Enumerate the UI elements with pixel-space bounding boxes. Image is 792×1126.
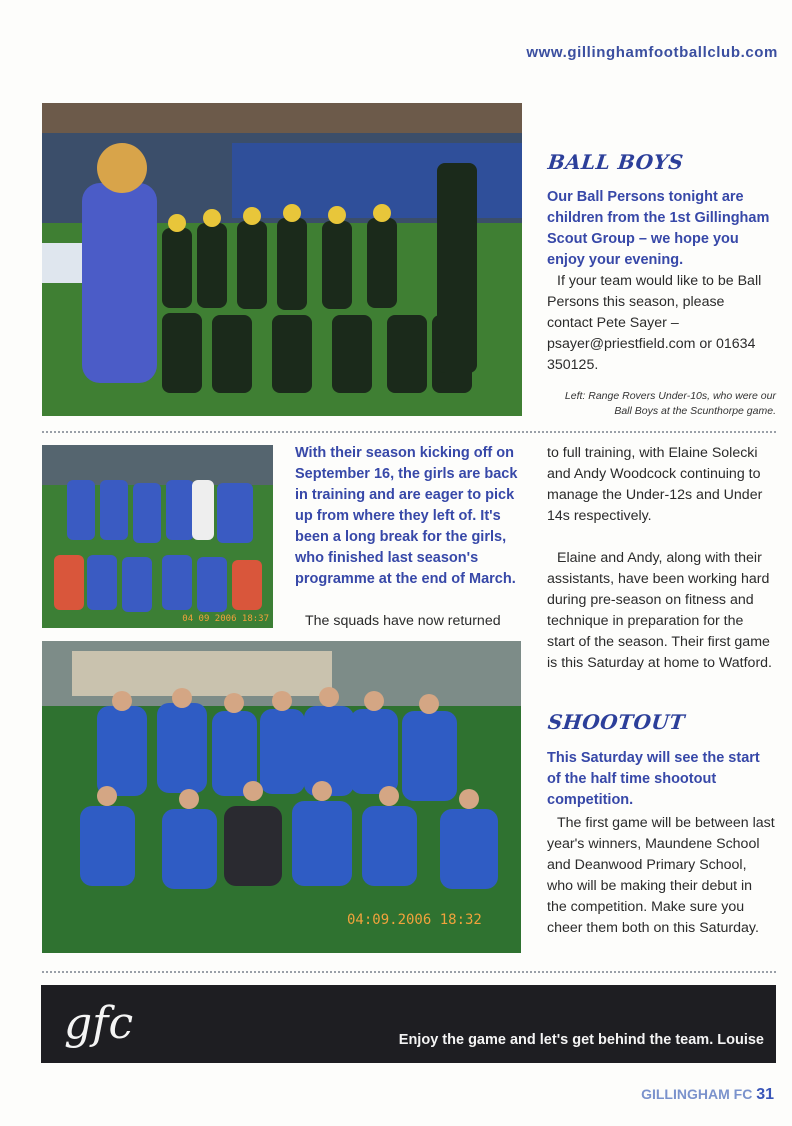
girls-body-2: Elaine and Andy, along with their assistants, have been working hard during pre-season on fitness and technique in preparation for the start of the season. Their first game is this Saturday at home to Watford. [547, 550, 772, 671]
club-name: GILLINGHAM FC [641, 1086, 753, 1102]
section-divider [42, 431, 776, 433]
girls-photo-small [42, 445, 273, 628]
photo-timestamp: 04 09 2006 18:37 [182, 614, 269, 624]
club-logo: gfc [64, 998, 134, 1049]
footer-message: Enjoy the game and let's get behind the team. Louise [398, 1032, 764, 1048]
ball-boys-lead: Our Ball Persons tonight are children from the 1st Gillingham Scout Group – we hope you enjoy your evening. [547, 189, 770, 268]
ball-boys-photo [42, 103, 522, 416]
website-url: www.gillinghamfootballclub.com [526, 44, 778, 61]
girls-body-continued: to full training, with Elaine Solecki and Andy Woodcock continuing to manage the Under-12s and Under 14s respectively. [547, 445, 763, 524]
footer-divider [42, 971, 776, 973]
ball-boys-body: If your team would like to be Ball Persons this season, please contact Pete Sayer – psayer@priestfield.com or 01634 350125. [547, 273, 762, 373]
shootout-body: The first game will be between last year's winners, Maundene School and Deanwood Primary School, who will be making their debut in the competition. Make sure you cheer them both on this Saturday. [547, 815, 775, 936]
page-number: 31 [756, 1086, 774, 1103]
ball-boys-heading: BALL BOYS [546, 150, 685, 174]
page-footer [641, 1086, 774, 1104]
photo-timestamp: 04:09.2006 18:32 [347, 912, 482, 928]
shootout-heading: SHOOTOUT [546, 710, 687, 734]
girls-team-photo [42, 641, 521, 953]
shootout-lead: This Saturday will see the start of the half time shootout competition. [547, 750, 760, 808]
girls-body-start: The squads have now returned [305, 613, 501, 629]
girls-lead: With their season kicking off on September 16, the girls are back in training and are eager to pick up from where they left of. It's been a long break for the girls, who finished last season's programme at the end of March. [295, 445, 518, 587]
ball-boys-caption: Left: Range Rovers Under-10s, who were our Ball Boys at the Scunthorpe game. [564, 390, 776, 417]
